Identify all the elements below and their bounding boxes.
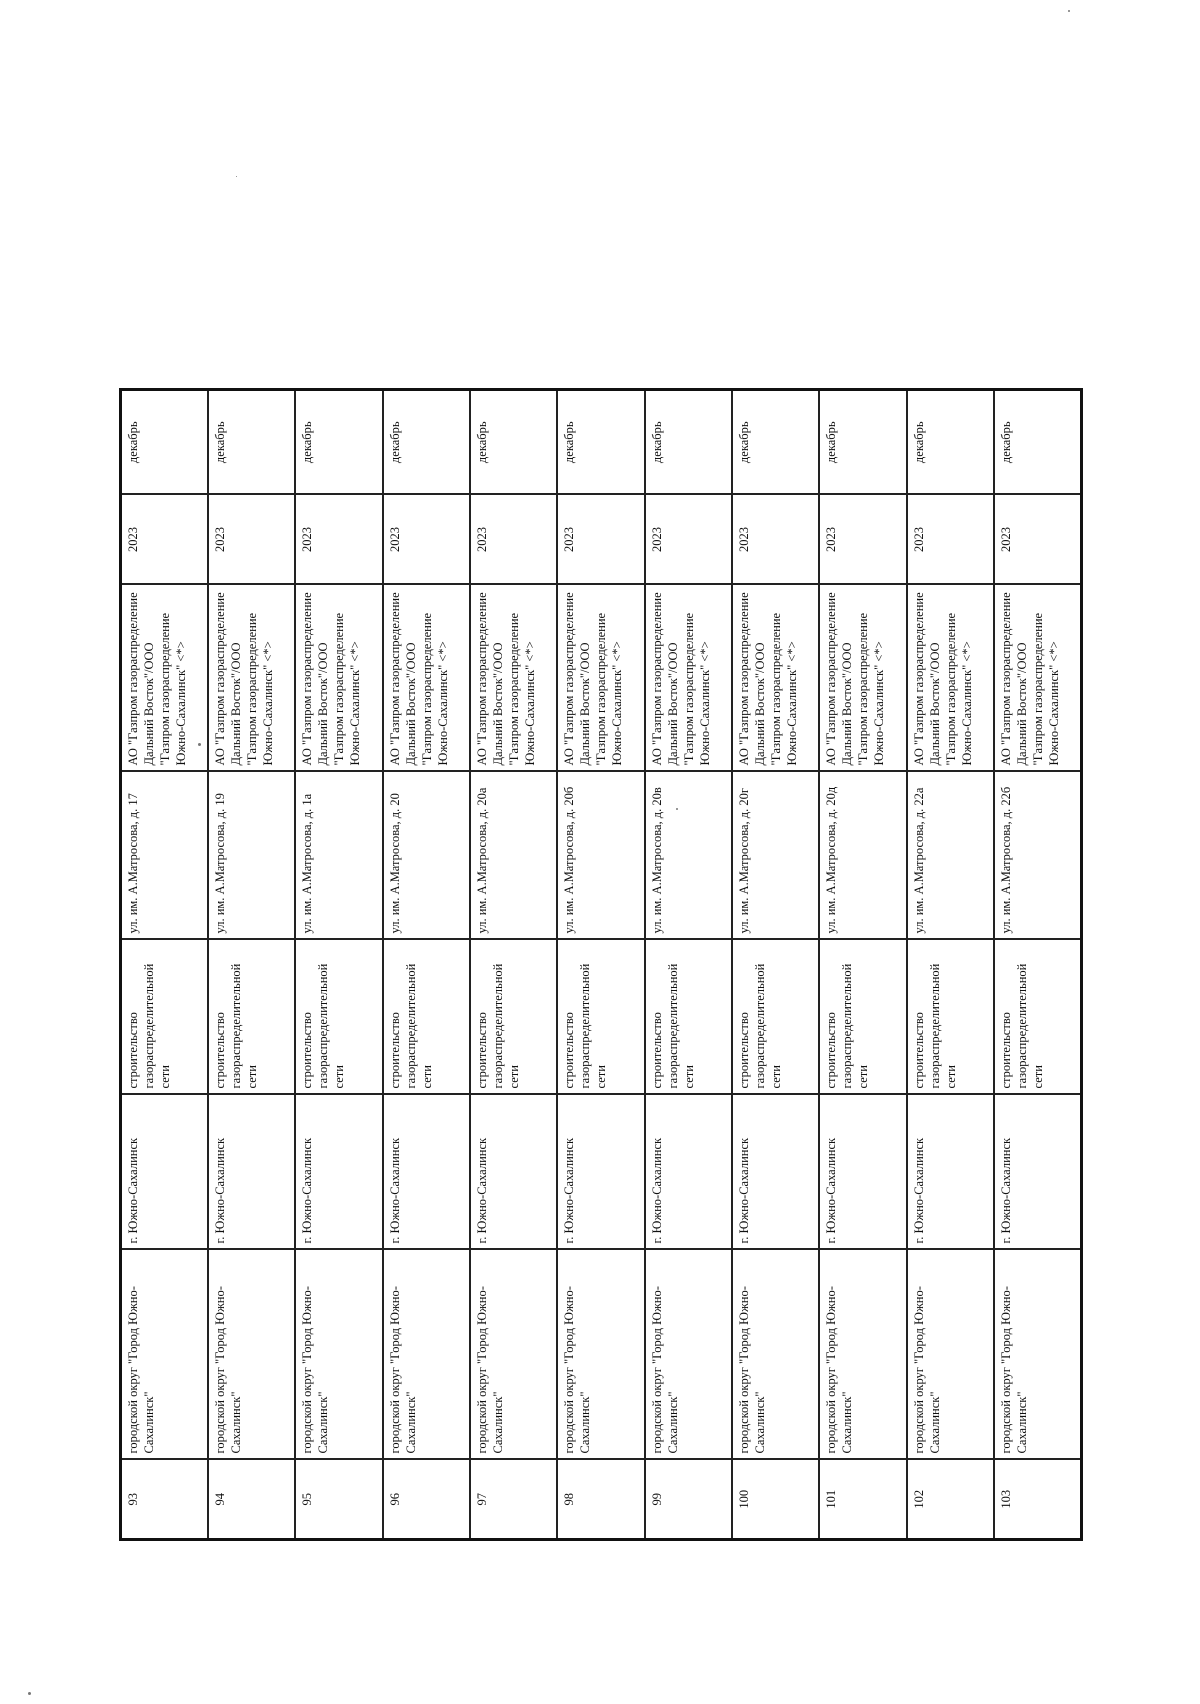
row-number-cell: 98: [557, 1460, 644, 1540]
municipality-cell: городской округ "Город Южно-Сахалинск": [732, 1250, 819, 1460]
scan-speck: [236, 176, 237, 177]
row-number-cell: 96: [383, 1460, 470, 1540]
locality-cell: г. Южно-Сахалинск: [994, 1095, 1081, 1250]
work-type-cell: строительство газораспределительной сети: [732, 940, 819, 1095]
locality-cell: г. Южно-Сахалинск: [295, 1095, 382, 1250]
row-number-cell: 100: [732, 1460, 819, 1540]
locality-cell: г. Южно-Сахалинск: [557, 1095, 644, 1250]
address-cell: ул. им. А.Матросова, д. 20в: [645, 772, 732, 940]
municipality-cell: городской округ "Город Южно-Сахалинск": [907, 1250, 994, 1460]
year-cell: 2023: [121, 495, 208, 585]
row-number-cell: 103: [994, 1460, 1081, 1540]
municipality-cell: городской округ "Город Южно-Сахалинск": [557, 1250, 644, 1460]
address-cell: ул. им. А.Матросова, д. 22б: [994, 772, 1081, 940]
year-cell: 2023: [557, 495, 644, 585]
work-type-cell: строительство газораспределительной сети: [994, 940, 1081, 1095]
scan-speck: [198, 743, 201, 746]
address-cell: ул. им. А.Матросова, д. 19: [208, 772, 295, 940]
locality-cell: г. Южно-Сахалинск: [383, 1095, 470, 1250]
locality-cell: г. Южно-Сахалинск: [121, 1095, 208, 1250]
year-cell: 2023: [295, 495, 382, 585]
rotated-table-wrapper: [119, 391, 1083, 1541]
table-row: [994, 390, 1081, 1540]
address-cell: ул. им. А.Матросова, д. 20а: [470, 772, 557, 940]
table-row: [557, 390, 644, 1540]
locality-cell: г. Южно-Сахалинск: [732, 1095, 819, 1250]
work-type-cell: строительство газораспределительной сети: [557, 940, 644, 1095]
row-number-cell: 99: [645, 1460, 732, 1540]
organization-cell: АО "Газпром газораспределение Дальний Восток"/ООО "Газпром газораспределение Южно-Сахалинск" <*>: [295, 585, 382, 772]
year-cell: 2023: [732, 495, 819, 585]
work-type-cell: строительство газораспределительной сети: [383, 940, 470, 1095]
municipality-cell: городской округ "Город Южно-Сахалинск": [994, 1250, 1081, 1460]
month-cell: декабрь: [732, 390, 819, 495]
table-row: [907, 390, 994, 1540]
locality-cell: г. Южно-Сахалинск: [819, 1095, 906, 1250]
work-type-cell: строительство газораспределительной сети: [645, 940, 732, 1095]
month-cell: декабрь: [819, 390, 906, 495]
scan-speck: [28, 1692, 31, 1695]
table-row: [470, 390, 557, 1540]
year-cell: 2023: [383, 495, 470, 585]
work-type-cell: строительство газораспределительной сети: [470, 940, 557, 1095]
month-cell: декабрь: [383, 390, 470, 495]
address-cell: ул. им. А.Матросова, д. 1а: [295, 772, 382, 940]
year-cell: 2023: [208, 495, 295, 585]
address-cell: ул. им. А.Матросова, д. 17: [121, 772, 208, 940]
work-type-cell: строительство газораспределительной сети: [295, 940, 382, 1095]
locality-cell: г. Южно-Сахалинск: [470, 1095, 557, 1250]
table-row: [295, 390, 382, 1540]
work-type-cell: строительство газораспределительной сети: [819, 940, 906, 1095]
organization-cell: АО "Газпром газораспределение Дальний Восток"/ООО "Газпром газораспределение Южно-Сахалинск" <*>: [732, 585, 819, 772]
municipality-cell: городской округ "Город Южно-Сахалинск": [383, 1250, 470, 1460]
month-cell: декабрь: [994, 390, 1081, 495]
municipality-cell: городской округ "Город Южно-Сахалинск": [819, 1250, 906, 1460]
row-number-cell: 97: [470, 1460, 557, 1540]
scan-speck: [676, 808, 678, 810]
municipality-cell: городской округ "Город Южно-Сахалинск": [295, 1250, 382, 1460]
organization-cell: АО "Газпром газораспределение Дальний Восток"/ООО "Газпром газораспределение Южно-Сахалинск" <*>: [121, 585, 208, 772]
organization-cell: АО "Газпром газораспределение Дальний Восток"/ООО "Газпром газораспределение Южно-Сахалинск" <*>: [470, 585, 557, 772]
locality-cell: г. Южно-Сахалинск: [907, 1095, 994, 1250]
municipality-cell: городской округ "Город Южно-Сахалинск": [645, 1250, 732, 1460]
year-cell: 2023: [907, 495, 994, 585]
municipality-cell: городской округ "Город Южно-Сахалинск": [208, 1250, 295, 1460]
work-type-cell: строительство газораспределительной сети: [907, 940, 994, 1095]
address-cell: ул. им. А.Матросова, д. 22а: [907, 772, 994, 940]
row-number-cell: 94: [208, 1460, 295, 1540]
month-cell: декабрь: [121, 390, 208, 495]
table-row: [645, 390, 732, 1540]
year-cell: 2023: [819, 495, 906, 585]
scan-speck: [1068, 10, 1070, 12]
table-row: [121, 390, 208, 1540]
month-cell: декабрь: [208, 390, 295, 495]
locality-cell: г. Южно-Сахалинск: [208, 1095, 295, 1250]
month-cell: декабрь: [645, 390, 732, 495]
address-cell: ул. им. А.Матросова, д. 20б: [557, 772, 644, 940]
month-cell: декабрь: [557, 390, 644, 495]
year-cell: 2023: [994, 495, 1081, 585]
gasification-table: [119, 388, 1083, 1541]
table-row: [732, 390, 819, 1540]
address-cell: ул. им. А.Матросова, д. 20: [383, 772, 470, 940]
table-body: [121, 390, 1082, 1540]
table-row: [383, 390, 470, 1540]
work-type-cell: строительство газораспределительной сети: [208, 940, 295, 1095]
organization-cell: АО "Газпром газораспределение Дальний Восток"/ООО "Газпром газораспределение Южно-Сахалинск" <*>: [645, 585, 732, 772]
organization-cell: АО "Газпром газораспределение Дальний Восток"/ООО "Газпром газораспределение Южно-Сахалинск" <*>: [819, 585, 906, 772]
locality-cell: г. Южно-Сахалинск: [645, 1095, 732, 1250]
year-cell: 2023: [470, 495, 557, 585]
year-cell: 2023: [645, 495, 732, 585]
organization-cell: АО "Газпром газораспределение Дальний Восток"/ООО "Газпром газораспределение Южно-Сахалинск" <*>: [907, 585, 994, 772]
organization-cell: АО "Газпром газораспределение Дальний Восток"/ООО "Газпром газораспределение Южно-Сахалинск" <*>: [383, 585, 470, 772]
table-row: [208, 390, 295, 1540]
row-number-cell: 93: [121, 1460, 208, 1540]
organization-cell: АО "Газпром газораспределение Дальний Восток"/ООО "Газпром газораспределение Южно-Сахалинск" <*>: [994, 585, 1081, 772]
row-number-cell: 101: [819, 1460, 906, 1540]
organization-cell: АО "Газпром газораспределение Дальний Восток"/ООО "Газпром газораспределение Южно-Сахалинск" <*>: [208, 585, 295, 772]
work-type-cell: строительство газораспределительной сети: [121, 940, 208, 1095]
month-cell: декабрь: [907, 390, 994, 495]
municipality-cell: городской округ "Город Южно-Сахалинск": [121, 1250, 208, 1460]
address-cell: ул. им. А.Матросова, д. 20д: [819, 772, 906, 940]
address-cell: ул. им. А.Матросова, д. 20г: [732, 772, 819, 940]
row-number-cell: 95: [295, 1460, 382, 1540]
row-number-cell: 102: [907, 1460, 994, 1540]
month-cell: декабрь: [470, 390, 557, 495]
organization-cell: АО "Газпром газораспределение Дальний Восток"/ООО "Газпром газораспределение Южно-Сахалинск" <*>: [557, 585, 644, 772]
municipality-cell: городской округ "Город Южно-Сахалинск": [470, 1250, 557, 1460]
table-row: [819, 390, 906, 1540]
month-cell: декабрь: [295, 390, 382, 495]
